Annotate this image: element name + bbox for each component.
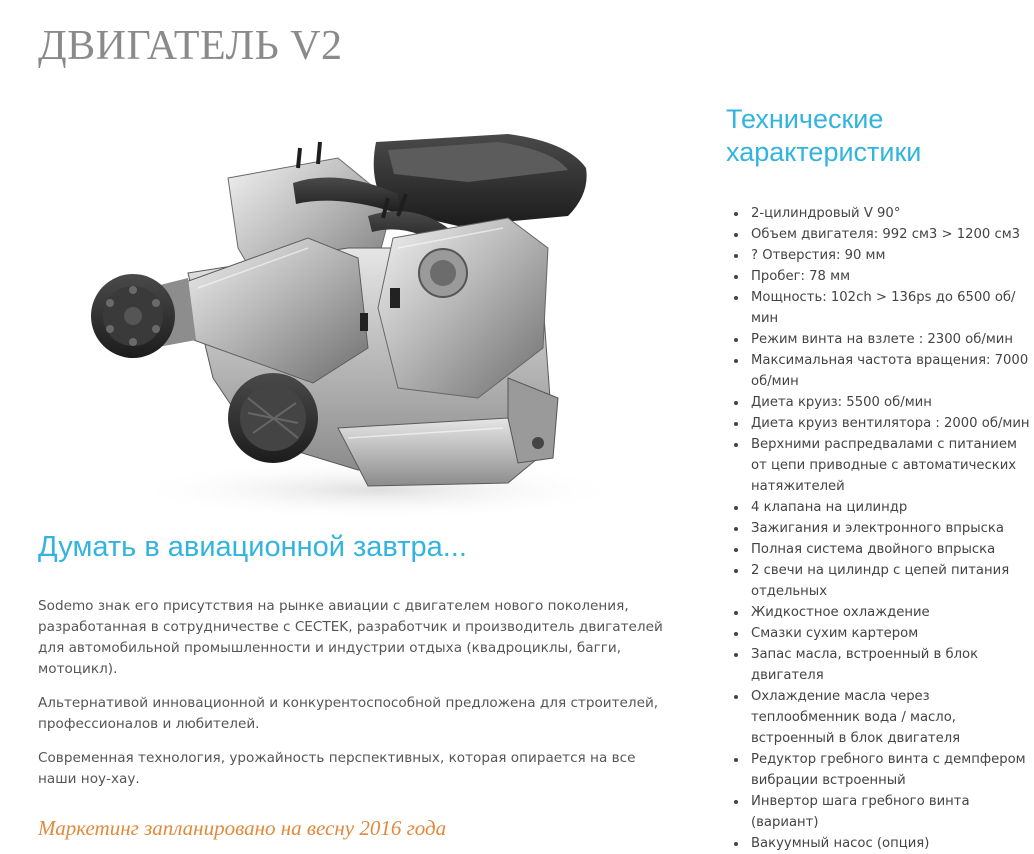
- engine-image: [38, 98, 688, 528]
- spec-item: Диета круиз: 5500 об/мин: [731, 392, 1031, 413]
- spec-item: 4 клапана на цилиндр: [731, 497, 1031, 518]
- engine-icon: [38, 98, 688, 528]
- spec-item: ? Отверстия: 90 мм: [731, 245, 1031, 266]
- spec-item: Объем двигателя: 992 см3 > 1200 см3: [731, 224, 1031, 245]
- specs-list: [731, 203, 1031, 854]
- spec-item: Максимальная частота вращения: 7000 об/мин: [731, 350, 1031, 392]
- spec-item: 2-цилиндровый V 90°: [731, 203, 1031, 224]
- spec-item: Полная система двойного впрыска: [731, 539, 1031, 560]
- spec-item: Инвертор шага гребного винта (вариант): [731, 791, 1031, 833]
- spec-item: Пробег: 78 мм: [731, 266, 1031, 287]
- description-paragraph: Современная технология, урожайность перспективных, которая опирается на все наши ноу-хау.: [38, 750, 636, 787]
- description-paragraph: Альтернативой инновационной и конкурентоспособной предложена для строителей, профессионалов и любителей.: [38, 695, 659, 732]
- spec-item: Диета круиз вентилятора : 2000 об/мин: [731, 413, 1031, 434]
- spec-item: Верхними распредвалами с питанием от цепи приводные с автоматических натяжителей: [731, 434, 1031, 497]
- spec-item: Жидкостное охлаждение: [731, 602, 1031, 623]
- spec-item: 2 свечи на цилиндр с цепей питания отдельных: [731, 560, 1031, 602]
- spec-item: Мощность: 102ch > 136ps до 6500 об/мин: [731, 287, 1031, 329]
- spec-item: Зажигания и электронного впрыска: [731, 518, 1031, 539]
- specs-heading: Технические характеристики: [726, 104, 922, 167]
- description-paragraph: Sodemo знак его присутствия на рынке авиации с двигателем нового поколения, разработанная в сотрудничестве с CECTEK, разработчик и производитель двигателей для автомобильной промышленности и индустрии отдыха (квадроциклы, багги, мотоцикл).: [38, 598, 663, 677]
- tagline-heading: Думать в авиационной завтра...: [38, 531, 467, 563]
- spec-item: Вакуумный насос (опция): [731, 833, 1031, 854]
- spec-item: Запас масла, встроенный в блок двигателя: [731, 644, 1031, 686]
- description: [38, 596, 678, 803]
- spec-item: Смазки сухим картером: [731, 623, 1031, 644]
- marketing-note: Маркетинг запланировано на весну 2016 года: [38, 816, 447, 840]
- spec-item: Редуктор гребного винта с демпфером вибрации встроенный: [731, 749, 1031, 791]
- spec-item: Охлаждение масла через теплообменник вода / масло, встроенный в блок двигателя: [731, 686, 1031, 749]
- spec-item: Режим винта на взлете : 2300 об/мин: [731, 329, 1031, 350]
- page-title: ДВИГАТЕЛЬ V2: [38, 23, 343, 69]
